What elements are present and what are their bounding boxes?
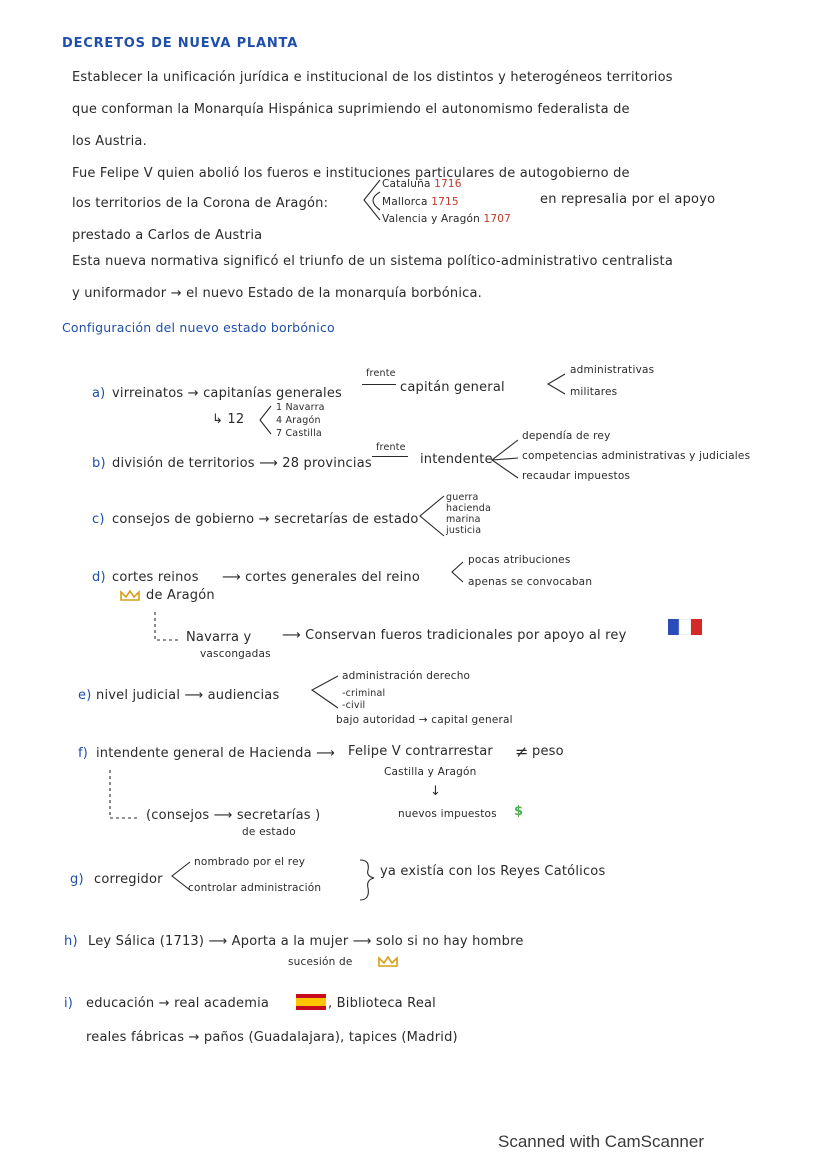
item-d-branch-1: pocas atribuciones: [468, 554, 571, 566]
intro-line-2: que conforman la Monarquía Hispánica suprimiendo el autonomismo federalista de: [72, 102, 630, 117]
item-c-label: c): [92, 512, 105, 527]
item-b-label: b): [92, 456, 106, 471]
item-e-label: e): [78, 688, 92, 703]
section-subtitle: Configuración del nuevo estado borbónico: [62, 320, 335, 335]
intro-line-6: prestado a Carlos de Austria: [72, 228, 263, 243]
item-d-left: cortes reinos: [112, 570, 199, 585]
item-c-branch-2: hacienda: [446, 503, 492, 514]
item-a-frente: frente: [366, 368, 396, 379]
spain-flag-icon: [296, 994, 326, 1010]
item-i-label: i): [64, 996, 74, 1011]
item-b-left: división de territorios ⟶ 28 provincias: [112, 456, 372, 471]
item-g-branch-1: nombrado por el rey: [194, 856, 306, 868]
branch-mallorca: Mallorca 1715: [382, 196, 459, 208]
item-b-frente: frente: [376, 442, 406, 453]
reprisal-text: en represalia por el apoyo: [540, 192, 716, 207]
item-c-left: consejos de gobierno → secretarías de estado: [112, 512, 419, 527]
item-d-label: d): [92, 570, 106, 585]
scanner-watermark: Scanned with CamScanner: [498, 1132, 705, 1151]
item-e-left: nivel judicial ⟶ audiencias: [96, 688, 280, 703]
item-c-branch-1: guerra: [446, 492, 479, 503]
item-f-sub: (consejos ⟶ secretarías ): [146, 808, 321, 823]
item-b-right: intendente: [420, 452, 493, 467]
item-a-sub-1: 1 Navarra: [276, 402, 325, 413]
item-a-branch-1: administrativas: [570, 364, 655, 376]
item-f-peso: peso: [532, 744, 564, 759]
branch-cataluna: Cataluña 1716: [382, 178, 462, 190]
intro-line-4: Fue Felipe V quien abolió los fueros e instituciones particulares de autogobierno de: [72, 166, 630, 181]
item-a-branch-2: militares: [570, 386, 618, 398]
item-b-branch-2: competencias administrativas y judiciales: [522, 450, 751, 462]
crown-icon: [120, 590, 140, 601]
item-d-mid: ⟶ cortes generales del reino: [222, 570, 420, 585]
item-e-branch-3: -civil: [342, 700, 366, 711]
item-f-left: intendente general de Hacienda ⟶: [96, 746, 335, 761]
item-a-count: ↳ 12: [212, 412, 245, 427]
intro-line-3: los Austria.: [72, 134, 147, 149]
item-h-label: h): [64, 934, 78, 949]
item-b-branch-1: dependía de rey: [522, 430, 611, 442]
item-a-sub-2: 4 Aragón: [276, 415, 321, 426]
item-e-branch-4: bajo autoridad → capital general: [336, 714, 513, 726]
item-a-label: a): [92, 386, 106, 401]
dollar-icon: $: [514, 804, 524, 819]
item-e-branch-2: -criminal: [342, 688, 386, 699]
item-a-left: virreinatos → capitanías generales: [112, 386, 343, 401]
branch-valencia: Valencia y Aragón 1707: [382, 213, 512, 225]
item-a-right: capitán general: [400, 380, 505, 395]
item-g-right: ya existía con los Reyes Católicos: [380, 864, 606, 879]
item-e-branch-1: administración derecho: [342, 670, 471, 682]
intro-line-8: y uniformador → el nuevo Estado de la monarquía borbónica.: [72, 286, 482, 301]
item-d-sub1b: vascongadas: [200, 648, 271, 660]
item-g-label: g): [70, 872, 84, 887]
item-d-branch-2: apenas se convocaban: [468, 576, 593, 588]
item-i-line-1: educación → real academia: [86, 996, 270, 1011]
item-c-branch-3: marina: [446, 514, 481, 525]
item-f-neq: ≠: [515, 742, 529, 761]
item-d-sub1: Navarra y: [186, 630, 252, 645]
item-h-left: Ley Sálica (1713) ⟶ Aporta a la mujer ⟶ solo si no hay hombre: [88, 934, 524, 949]
item-g-left: corregidor: [94, 872, 163, 887]
item-f-right: Felipe V contrarrestar: [348, 744, 493, 759]
intro-line-7: Esta nueva normativa significó el triunfo de un sistema político-administrativo centralista: [72, 254, 673, 269]
item-f-below: Castilla y Aragón: [384, 766, 477, 778]
item-i-line-1b: , Biblioteca Real: [328, 996, 436, 1011]
item-f-label: f): [78, 746, 89, 761]
item-a-sub-3: 7 Castilla: [276, 428, 322, 439]
item-d-left2: de Aragón: [146, 588, 215, 603]
crown-icon-succession: [378, 956, 398, 967]
item-c-branch-4: justicia: [446, 525, 482, 536]
item-g-branch-2: controlar administración: [188, 882, 322, 894]
item-h-below: sucesión de: [288, 956, 353, 968]
intro-line-1: Establecer la unificación jurídica e institucional de los distintos y heterogéneos territorios: [72, 70, 673, 85]
france-flag-icon: [668, 619, 702, 635]
intro-line-5: los territorios de la Corona de Aragón:: [72, 196, 329, 211]
item-f-taxes: nuevos impuestos: [398, 808, 497, 820]
item-f-sub2: de estado: [242, 826, 296, 838]
item-i-line-2: reales fábricas → paños (Guadalajara), tapices (Madrid): [86, 1030, 458, 1045]
item-f-down: ↓: [430, 784, 442, 799]
item-d-sub2: ⟶ Conservan fueros tradicionales por apoyo al rey: [282, 628, 627, 643]
page-title: DECRETOS DE NUEVA PLANTA: [62, 36, 299, 51]
item-b-branch-3: recaudar impuestos: [522, 470, 631, 482]
